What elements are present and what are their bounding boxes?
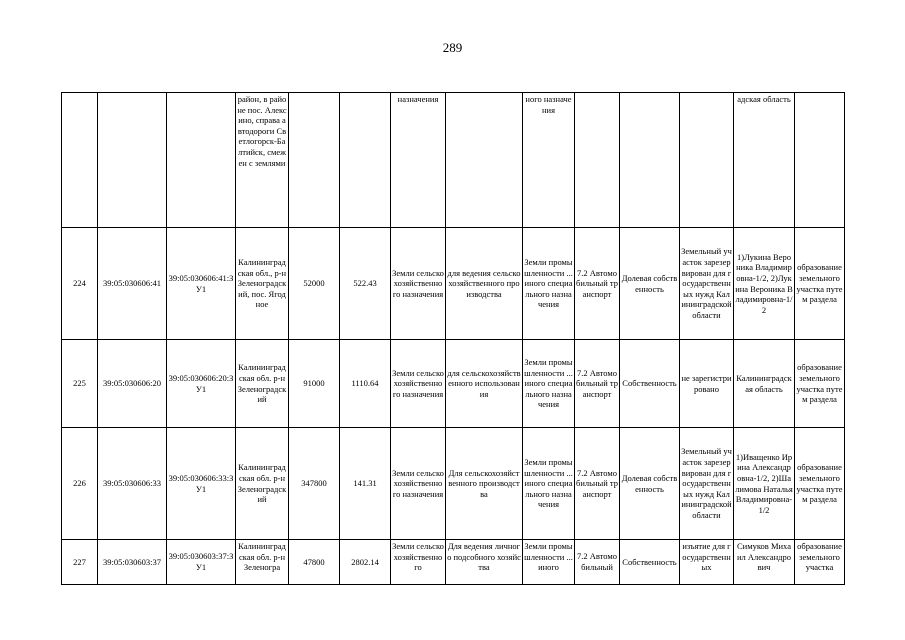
seized-area-cell: 1110.64 (340, 340, 391, 428)
land-category-cell: Земли сельскохозяйственного назначения (391, 228, 446, 340)
row-number-cell: 226 (62, 428, 98, 540)
permitted-use-cell (446, 93, 523, 228)
land-category-cell: Земли сельскохозяйственного назначения (391, 340, 446, 428)
new-plot-number-cell: 39:05:030603:37:ЗУ1 (167, 540, 236, 585)
encumbrance-cell: Земельный участок зарезервирован для государственных нужд Калининградской области (680, 228, 734, 340)
seized-area-cell: 141.31 (340, 428, 391, 540)
permitted-use-cell: Для ведения личного подсобного хозяйства (446, 540, 523, 585)
owner-cell: 1)Иващенко Ирина Александровна-1/2, 2)Шалимова Наталья Владимировна-1/2 (734, 428, 795, 540)
new-category-cell: ного назначения (523, 93, 575, 228)
right-type-cell: Долевая собственность (620, 228, 680, 340)
land-category-cell: Земли сельскохозяйственного (391, 540, 446, 585)
total-area-cell: 347800 (289, 428, 340, 540)
permitted-use-cell: для сельскохозяйственного использования (446, 340, 523, 428)
cadastral-number-cell: 39:05:030606:33 (98, 428, 167, 540)
table-row (62, 340, 845, 428)
seized-area-cell: 522.43 (340, 228, 391, 340)
table-row (62, 228, 845, 340)
total-area-cell: 47800 (289, 540, 340, 585)
total-area-cell: 52000 (289, 228, 340, 340)
new-use-cell (575, 93, 620, 228)
cadastral-number-cell: 39:05:030606:20 (98, 340, 167, 428)
right-type-cell: Долевая собственность (620, 428, 680, 540)
permitted-use-cell: Для сельскохозяйственного производства (446, 428, 523, 540)
table-row (62, 428, 845, 540)
location-cell: Калининградская обл., р-н Зеленоградский, пос. Ягодное (236, 228, 289, 340)
right-type-cell (620, 93, 680, 228)
new-use-cell: 7.2 Автомобильный транспорт (575, 228, 620, 340)
encumbrance-cell: не зарегистрировано (680, 340, 734, 428)
new-use-cell: 7.2 Автомобильный (575, 540, 620, 585)
total-area-cell: 91000 (289, 340, 340, 428)
new-plot-number-cell: 39:05:030606:41:ЗУ1 (167, 228, 236, 340)
owner-cell: Калининградская область (734, 340, 795, 428)
permitted-use-cell: для ведения сельскохозяйственного производства (446, 228, 523, 340)
location-cell: Калининградская обл. р-н Зеленогра (236, 540, 289, 585)
owner-cell: адская область (734, 93, 795, 228)
location-cell: Калининградская обл. р-н Зеленоградский (236, 428, 289, 540)
owner-cell: 1)Лукина Вероника Владимировна-1/2, 2)Лукина Вероника Владимировна-1/2 (734, 228, 795, 340)
cadastral-number-cell: 39:05:030603:37 (98, 540, 167, 585)
encumbrance-cell (680, 93, 734, 228)
new-use-cell: 7.2 Автомобильный транспорт (575, 428, 620, 540)
location-cell: Калининградская обл. р-н Зеленоградский (236, 340, 289, 428)
cadastral-number-cell: 39:05:030606:41 (98, 228, 167, 340)
land-plots-table (61, 92, 845, 585)
row-number-cell (62, 93, 98, 228)
cadastral-number-cell (98, 93, 167, 228)
formation-method-cell: образование земельного участка путем раздела (795, 340, 845, 428)
owner-cell: Симуков Михаил Александрович (734, 540, 795, 585)
row-number-cell: 225 (62, 340, 98, 428)
total-area-cell (289, 93, 340, 228)
right-type-cell: Собственность (620, 340, 680, 428)
row-number-cell: 224 (62, 228, 98, 340)
formation-method-cell: образование земельного участка (795, 540, 845, 585)
land-category-cell: назначения (391, 93, 446, 228)
land-category-cell: Земли сельскохозяйственного назначения (391, 428, 446, 540)
table-row (62, 540, 845, 585)
new-plot-number-cell: 39:05:030606:20:ЗУ1 (167, 340, 236, 428)
encumbrance-cell: Земельный участок зарезервирован для государственных нужд Калининградской области (680, 428, 734, 540)
page-number: 289 (442, 40, 463, 55)
right-type-cell: Собственность (620, 540, 680, 585)
new-category-cell: Земли промышленности ...иного специального назначения (523, 340, 575, 428)
row-number-cell: 227 (62, 540, 98, 585)
new-category-cell: Земли промышленности ...иного специального назначения (523, 428, 575, 540)
location-cell: район, в районе пос. Алексино, справа автодороги Светлогорск-Балтийск, смежен с землями (236, 93, 289, 228)
encumbrance-cell: изъятие для государственных (680, 540, 734, 585)
new-plot-number-cell (167, 93, 236, 228)
seized-area-cell: 2802.14 (340, 540, 391, 585)
table-row-continued (62, 93, 845, 228)
seized-area-cell (340, 93, 391, 228)
formation-method-cell: образование земельного участка путем раздела (795, 228, 845, 340)
new-use-cell: 7.2 Автомобильный транспорт (575, 340, 620, 428)
new-category-cell: Земли промышленности ...иного (523, 540, 575, 585)
new-category-cell: Земли промышленности ...иного специального назначения (523, 228, 575, 340)
formation-method-cell (795, 93, 845, 228)
formation-method-cell: образование земельного участка путем раздела (795, 428, 845, 540)
new-plot-number-cell: 39:05:030606:33:ЗУ1 (167, 428, 236, 540)
